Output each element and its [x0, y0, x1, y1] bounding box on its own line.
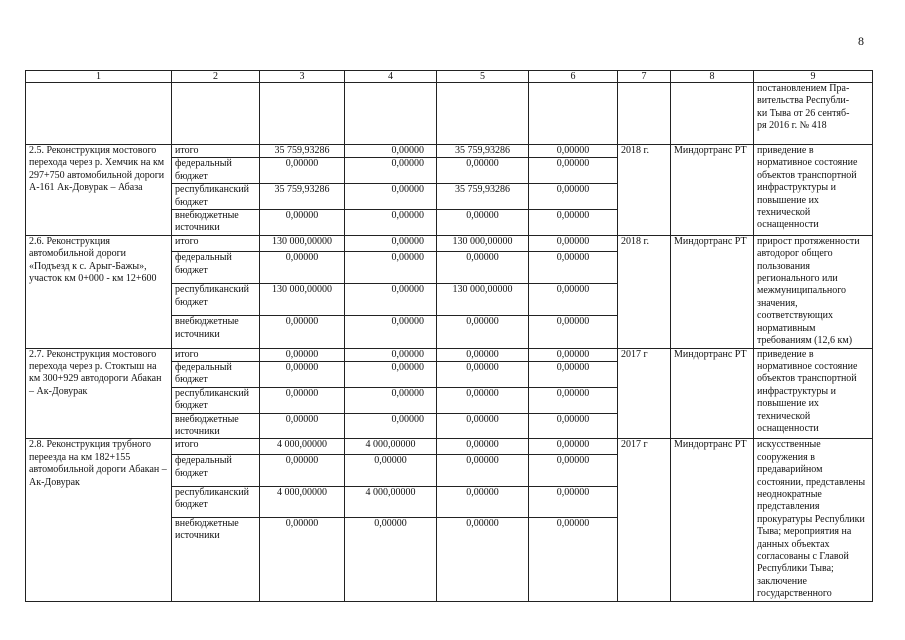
value-cell: 0,00000	[437, 387, 529, 413]
value-cell: 0,00000	[437, 252, 529, 284]
result-cell: приведение в нормативное состояние объектов транспортной инфраструктуры и повышение их технической оснащенности	[754, 145, 873, 236]
value-cell: 0,00000	[260, 455, 345, 486]
value-cell: 0,00000	[529, 184, 618, 210]
header-cell: 7	[618, 71, 671, 83]
year-cell: 2017 г	[618, 348, 671, 439]
year-cell: 2017 г	[618, 439, 671, 601]
table-row	[26, 439, 873, 455]
value-cell: 0,00000	[345, 387, 437, 413]
source-label: внебюджетные источники	[172, 413, 260, 439]
empty-cell	[172, 83, 260, 145]
result-cell: искусственные сооружения в предаварийном состоянии, представлены неоднократные представления прокуратуры Республики Тыва; мероприятия на данных объектах согласованы с Главой Республики Тыва; заключение государственного	[754, 439, 873, 601]
empty-cell	[437, 83, 529, 145]
value-cell: 0,00000	[345, 316, 437, 348]
value-cell: 35 759,93286	[437, 184, 529, 210]
source-label: внебюджетные источники	[172, 316, 260, 348]
header-cell: 3	[260, 71, 345, 83]
executor-cell: Миндортранс РТ	[671, 348, 754, 439]
value-cell: 4 000,00000	[260, 486, 345, 517]
table-row	[26, 235, 873, 252]
value-cell: 0,00000	[437, 455, 529, 486]
source-label: федеральный бюджет	[172, 252, 260, 284]
header-cell: 6	[529, 71, 618, 83]
value-cell: 4 000,00000	[345, 439, 437, 455]
value-cell: 130 000,00000	[437, 235, 529, 252]
value-cell: 0,00000	[529, 348, 618, 361]
value-cell: 0,00000	[437, 413, 529, 439]
value-cell: 0,00000	[529, 235, 618, 252]
value-cell: 0,00000	[437, 517, 529, 601]
executor-cell: Миндортранс РТ	[671, 145, 754, 236]
header-cell: 1	[26, 71, 172, 83]
value-cell: 0,00000	[529, 517, 618, 601]
header-cell: 8	[671, 71, 754, 83]
source-label: федеральный бюджет	[172, 158, 260, 184]
source-label: республиканский бюджет	[172, 387, 260, 413]
table-header	[26, 71, 873, 83]
header-cell: 9	[754, 71, 873, 83]
header-cell: 5	[437, 71, 529, 83]
value-cell: 4 000,00000	[260, 439, 345, 455]
empty-cell	[618, 83, 671, 145]
value-cell: 0,00000	[345, 284, 437, 316]
value-cell: 0,00000	[345, 413, 437, 439]
table-row	[26, 145, 873, 158]
value-cell: 0,00000	[529, 486, 618, 517]
value-cell: 0,00000	[437, 158, 529, 184]
value-cell: 0,00000	[260, 361, 345, 387]
value-cell: 0,00000	[437, 439, 529, 455]
value-cell: 0,00000	[437, 486, 529, 517]
value-cell: 0,00000	[260, 413, 345, 439]
result-cell: прирост протяженности автодорог общего пользования регионального или межмуниципального значения, соответствующих нормативным требованиям (12,6 км)	[754, 235, 873, 348]
value-cell: 0,00000	[437, 348, 529, 361]
value-cell: 130 000,00000	[260, 235, 345, 252]
value-cell: 0,00000	[529, 145, 618, 158]
source-label: внебюджетные источники	[172, 517, 260, 601]
value-cell: 0,00000	[345, 184, 437, 210]
value-cell: 0,00000	[437, 316, 529, 348]
value-cell: 0,00000	[437, 210, 529, 236]
executor-cell: Миндортранс РТ	[671, 235, 754, 348]
value-cell: 0,00000	[345, 517, 437, 601]
measure-title: 2.5. Реконструкция мостового перехода через р. Хемчик на км 297+750 автомобильной дороги А-161 Ак-Довурак – Абаза	[26, 145, 172, 236]
value-cell: 0,00000	[260, 210, 345, 236]
measure-title: 2.8. Реконструкция трубного переезда на км 182+155 автомобильной дороги Абакан – Ак-Довурак	[26, 439, 172, 601]
source-label: итого	[172, 439, 260, 455]
value-cell: 0,00000	[345, 348, 437, 361]
value-cell: 0,00000	[345, 455, 437, 486]
value-cell: 0,00000	[529, 439, 618, 455]
source-label: итого	[172, 145, 260, 158]
value-cell: 0,00000	[260, 348, 345, 361]
source-label: внебюджетные источники	[172, 210, 260, 236]
empty-cell	[26, 83, 172, 145]
header-cell: 2	[172, 71, 260, 83]
value-cell: 0,00000	[260, 387, 345, 413]
value-cell: 0,00000	[437, 361, 529, 387]
year-cell: 2018 г.	[618, 145, 671, 236]
continuation-text: постановлением Пра- вительства Республи- ки Тыва от 26 сентяб- ря 2016 г. № 418	[754, 83, 873, 145]
value-cell: 0,00000	[529, 210, 618, 236]
value-cell: 0,00000	[529, 158, 618, 184]
header-cell: 4	[345, 71, 437, 83]
value-cell: 130 000,00000	[260, 284, 345, 316]
empty-cell	[671, 83, 754, 145]
empty-cell	[529, 83, 618, 145]
source-label: федеральный бюджет	[172, 455, 260, 486]
value-cell: 0,00000	[345, 210, 437, 236]
value-cell: 0,00000	[345, 252, 437, 284]
source-label: федеральный бюджет	[172, 361, 260, 387]
value-cell: 0,00000	[529, 413, 618, 439]
continuation-row	[26, 83, 873, 145]
source-label: итого	[172, 348, 260, 361]
value-cell: 4 000,00000	[345, 486, 437, 517]
source-label: республиканский бюджет	[172, 184, 260, 210]
source-label: республиканский бюджет	[172, 284, 260, 316]
value-cell: 0,00000	[260, 252, 345, 284]
value-cell: 35 759,93286	[437, 145, 529, 158]
value-cell: 0,00000	[260, 517, 345, 601]
value-cell: 0,00000	[529, 387, 618, 413]
result-cell: приведение в нормативное состояние объектов транспортной инфраструктуры и повышение их технической оснащенности	[754, 348, 873, 439]
value-cell: 0,00000	[529, 361, 618, 387]
empty-cell	[260, 83, 345, 145]
value-cell: 0,00000	[345, 361, 437, 387]
value-cell: 0,00000	[345, 158, 437, 184]
value-cell: 35 759,93286	[260, 145, 345, 158]
value-cell: 0,00000	[345, 145, 437, 158]
value-cell: 0,00000	[260, 158, 345, 184]
source-label: итого	[172, 235, 260, 252]
value-cell: 0,00000	[529, 455, 618, 486]
value-cell: 0,00000	[529, 252, 618, 284]
year-cell: 2018 г.	[618, 235, 671, 348]
value-cell: 0,00000	[529, 284, 618, 316]
empty-cell	[345, 83, 437, 145]
source-label: республиканский бюджет	[172, 486, 260, 517]
table-row	[26, 348, 873, 361]
value-cell: 0,00000	[260, 316, 345, 348]
executor-cell: Миндортранс РТ	[671, 439, 754, 601]
value-cell: 130 000,00000	[437, 284, 529, 316]
value-cell: 35 759,93286	[260, 184, 345, 210]
value-cell: 0,00000	[345, 235, 437, 252]
measure-title: 2.7. Реконструкция мостового перехода через р. Стоктыш на км 300+929 автодороги Абакан – Ак-Довурак	[26, 348, 172, 439]
page-number: 8	[858, 34, 864, 48]
value-cell: 0,00000	[529, 316, 618, 348]
measure-title: 2.6. Реконструкция автомобильной дороги «Подъезд к с. Арыг-Бажы», участок км 0+000 - км 12+600	[26, 235, 172, 348]
budget-table	[25, 70, 873, 602]
